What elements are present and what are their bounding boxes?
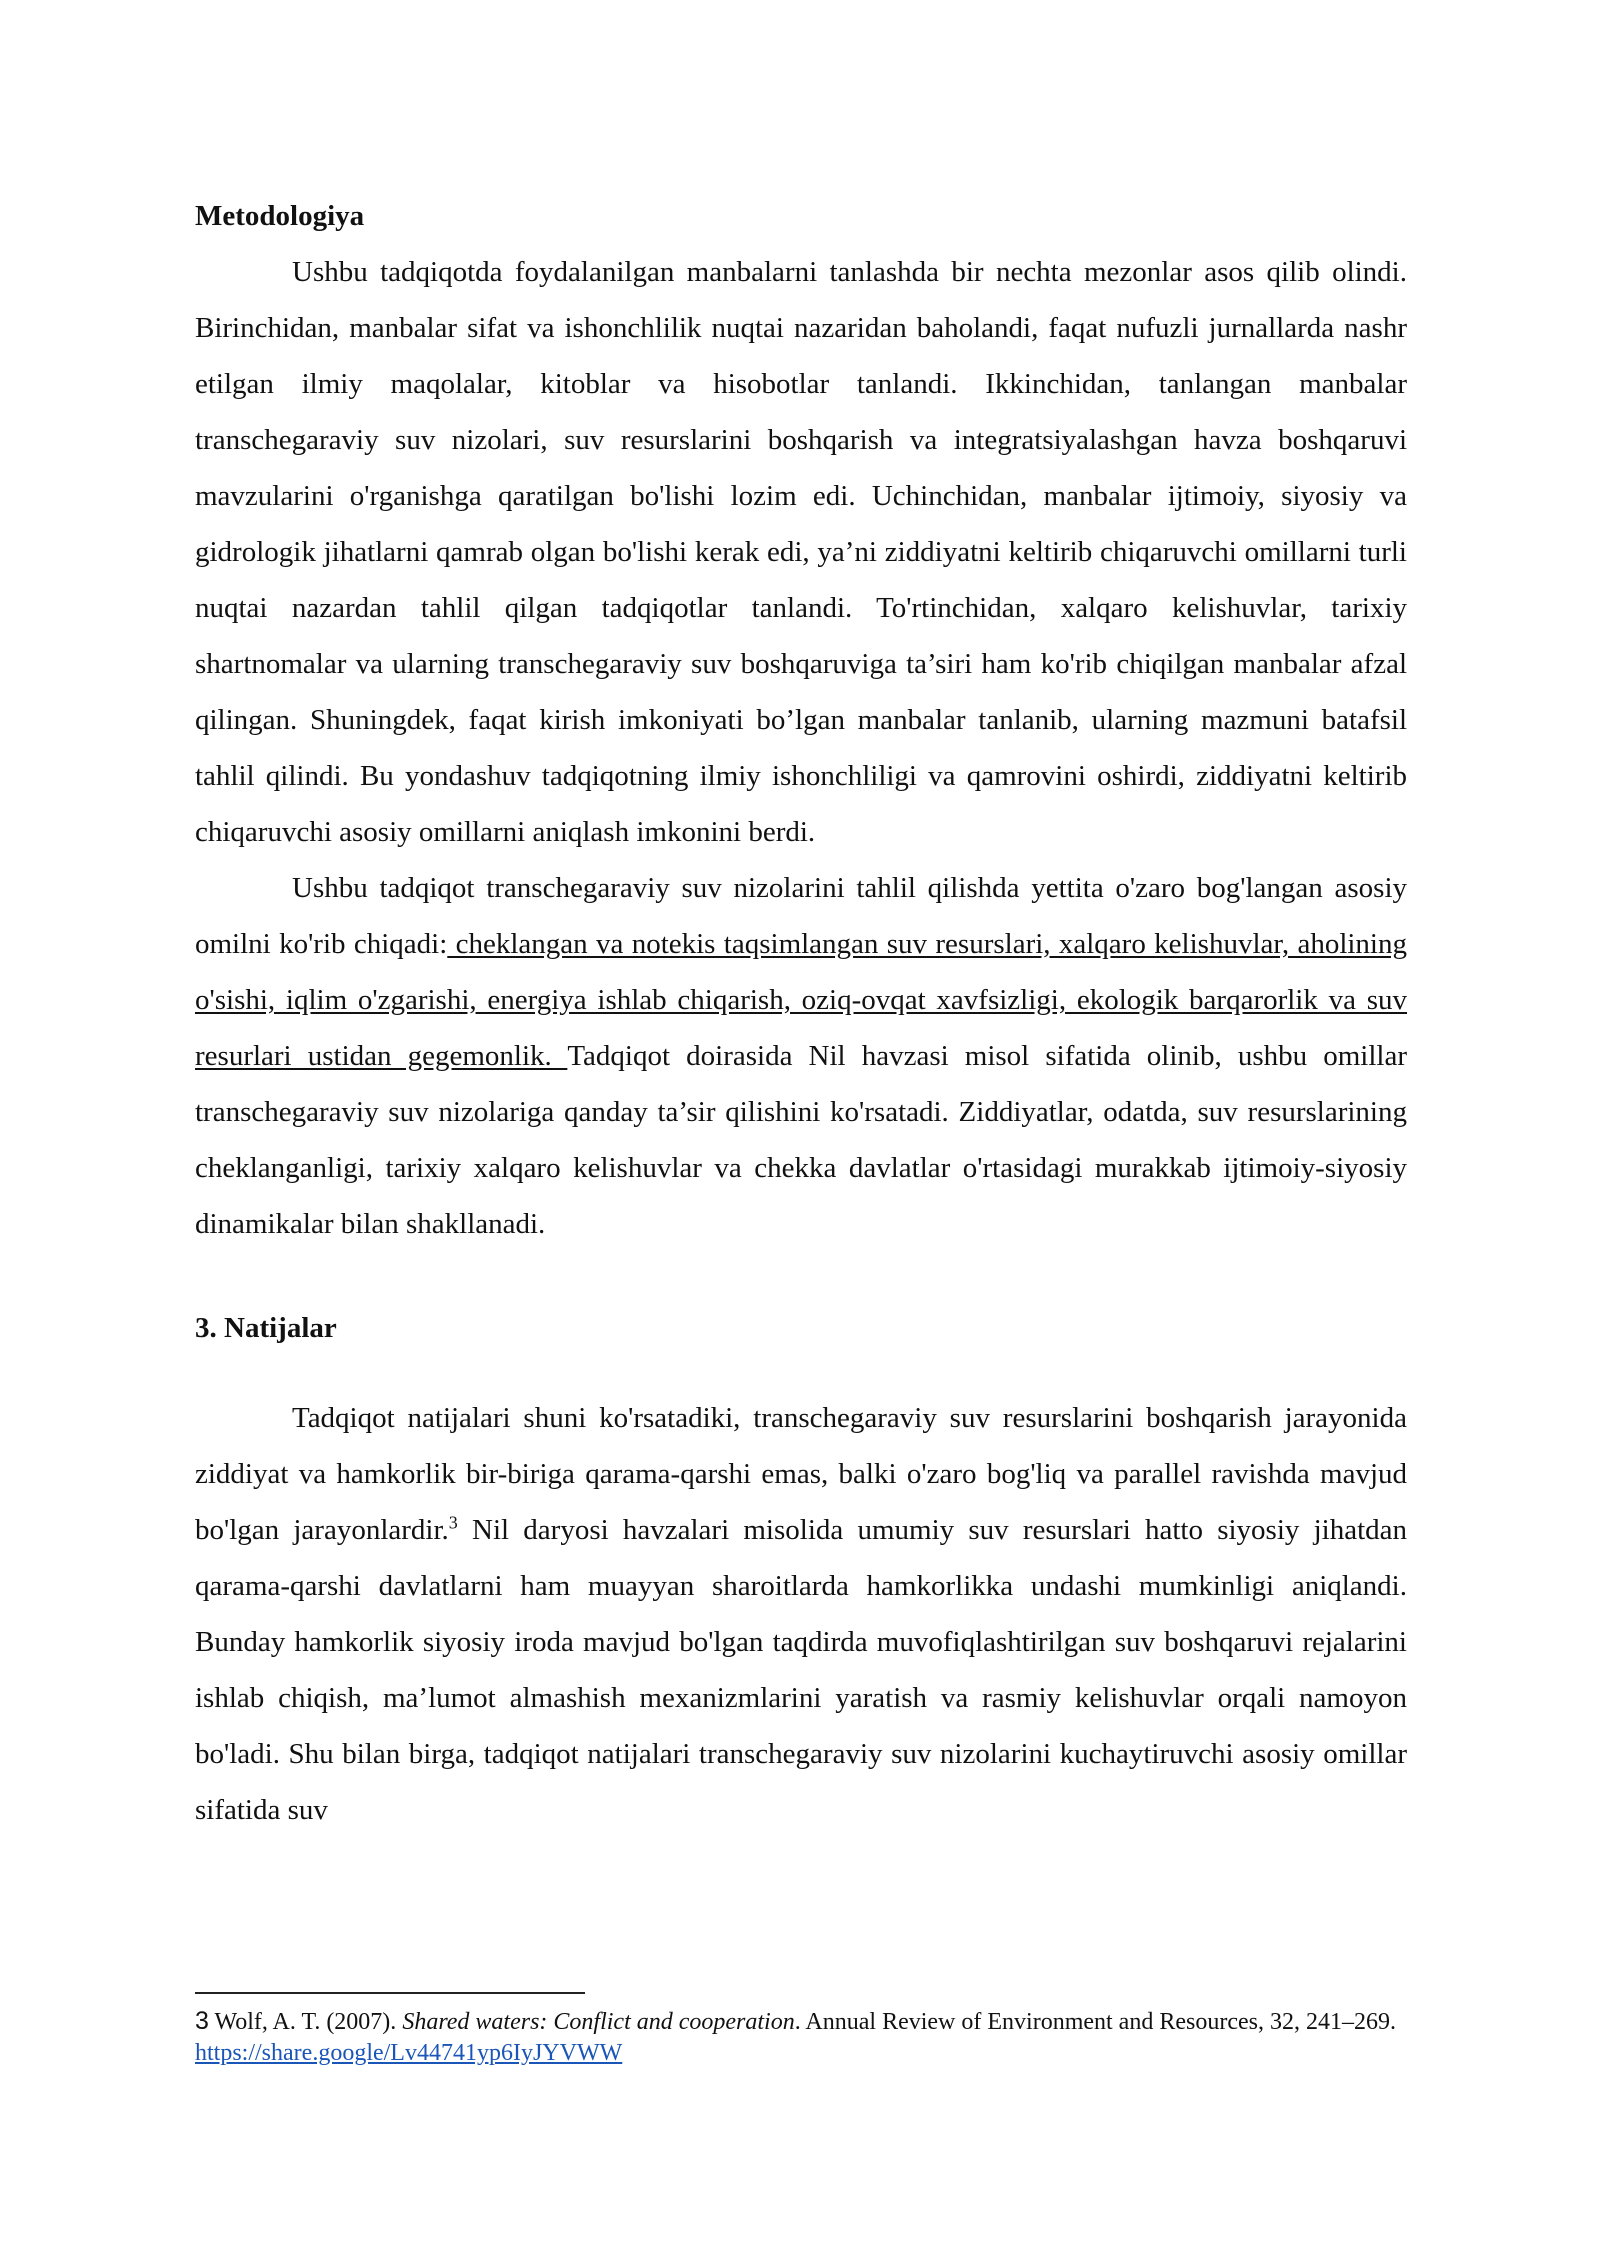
factors-list-underlined: cheklangan va notekis taqsimlangan suv resurslari, xalqaro kelishuvlar, aholining o'sishi, iqlim o'zgarishi, energiya ishlab chiqarish, oziq-ovqat xavfsizligi, ekologik barqarorlik va suv resurlari ustidan gegemonlik. [195,928,1407,1072]
footnote-title: Shared waters: Conflict and cooperation [402,2009,795,2035]
methodology-paragraph-1: Ushbu tadqiqotda foydalanilgan manbalarni tanlashda bir nechta mezonlar asos qilib olindi. Birinchidan, manbalar sifat va ishonchlilik nuqtai nazaridan baholandi, faqat nufuzli jurnallarda nashr etilgan ilmiy maqolalar, kitoblar va hisobotlar tanlandi. Ikkinchidan, tanlangan manbalar transchegaraviy suv nizolari, suv resurslarini boshqarish va integratsiyalashgan havza boshqaruvi mavzularini o'rganishga qaratilgan bo'lishi lozim edi. Uchinchidan, manbalar ijtimoiy, siyosiy va gidrologik jihatlarni qamrab olgan bo'lishi kerak edi, ya’ni ziddiyatni keltirib chiqaruvchi omillarni turli nuqtai nazardan tahlil qilgan tadqiqotlar tanlandi. To'rtinchidan, xalqaro kelishuvlar, tarixiy shartnomalar va ularning transchegaraviy suv boshqaruviga ta’siri ham ko'rib chiqilgan manbalar afzal qilingan. Shuningdek, faqat kirish imkoniyati bo’lgan manbalar tanlanib, ularning mazmuni batafsil tahlil qilindi. Bu yondashuv tadqiqotning ilmiy ishonchliligi va qamrovini oshirdi, ziddiyatni keltirib chiqaruvchi asosiy omillarni aniqlash imkonini berdi. [195,256,1407,848]
footnote-authors: Wolf, A. T. (2007). [208,2009,403,2035]
results-paragraph-1-rest: Nil daryosi havzalari misolida umumiy suv resurslari hatto siyosiy jihatdan qarama-qarshi davlatlarni ham muayyan sharoitlarda hamkorlikka undashi mumkinligi aniqlandi. Bunday hamkorlik siyosiy iroda mavjud bo'lgan taqdirda muvofiqlashtirilgan suv boshqaruvi rejalarini ishlab chiqish, ma’lumot almashish mexanizmlarini yaratish va rasmiy kelishuvlar orqali namoyon bo'ladi. Shu bilan birga, tadqiqot natijalari transchegaraviy suv nizolarini kuchaytiruvchi asosiy omillar sifatida suv [195,1514,1408,1826]
results-paragraph-1 [195,1390,1407,1838]
section-spacer [195,1252,1407,1300]
footnote [195,2006,1410,2069]
footnote-separator [195,1992,585,1994]
methodology-paragraph-2 [195,860,1407,1252]
heading-spacer [195,1356,1407,1390]
methodology-paragraph-2-rest: Tadqiqot doirasida Nil havzasi misol sifatida olinib, ushbu omillar transchegaraviy suv nizolariga qanday ta’sir qilishini ko'rsatadi. Ziddiyatlar, odatda, suv resurslarining cheklanganligi, tarixiy xalqaro kelishuvlar va chekka davlatlar o'rtasidagi murakkab ijtimoiy-siyosiy dinamikalar bilan shakllanadi. [195,1040,1407,1240]
footnote-number: 3 [195,2007,209,2035]
footnote-link[interactable]: https://share.google/Lv44741yp6IyJYVWW [195,2040,623,2066]
methodology-heading: Metodologiya [195,200,365,232]
footnote-reference[interactable]: 3 [448,1512,458,1533]
document-page [195,188,1407,1838]
results-heading: 3. Natijalar [195,1312,337,1344]
methodology-paragraph-2-intro: Ushbu tadqiqot transchegaraviy suv nizolarini tahlil qilishda yettita o'zaro bog'langan asosiy omilni ko'rib chiqadi: [195,872,1407,960]
footnote-source: . Annual Review of Environment and Resources, 32, 241–269. [794,2009,1396,2035]
results-paragraph-1-start: Tadqiqot natijalari shuni ko'rsatadiki, transchegaraviy suv resurslarini boshqarish jarayonida ziddiyat va hamkorlik bir-biriga qarama-qarshi emas, balki o'zaro bog'liq va parallel ravishda mavjud bo'lgan jarayonlardir. [195,1402,1407,1546]
